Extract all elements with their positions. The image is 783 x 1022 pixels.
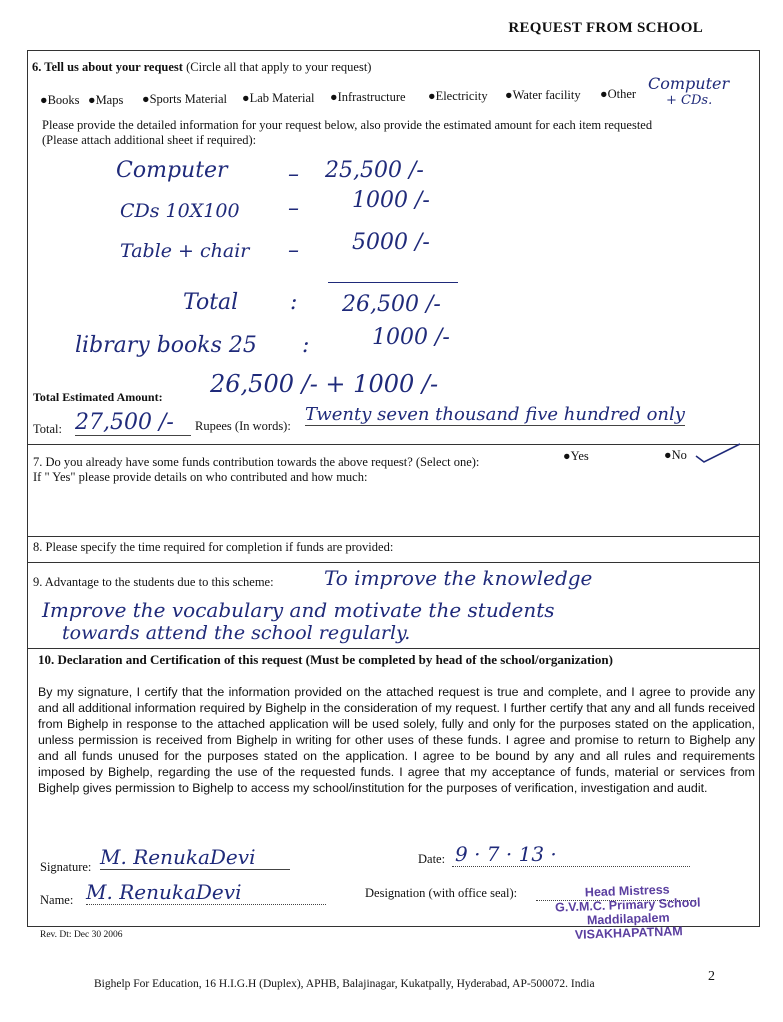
sum-underline — [328, 282, 458, 283]
seal-line2: G.V.M.C. Primary School — [554, 895, 701, 915]
library-amount: 1000 /- — [372, 325, 450, 350]
q9-answer-line1: To improve the knowledge — [324, 566, 593, 590]
item-table-amount: 5000 /- — [352, 230, 430, 255]
item-computer-dash: – — [288, 162, 299, 187]
date-value[interactable]: 9 · 7 · 13 · — [455, 842, 557, 866]
q7-followup: If " Yes" please provide details on who contributed and how much: — [33, 470, 368, 484]
estimated-amount-label: Total Estimated Amount: — [33, 390, 163, 404]
rupees-words-value[interactable]: Twenty seven thousand five hundred only — [305, 404, 685, 425]
q6-option-maps[interactable]: ●Maps — [88, 93, 124, 107]
q6-option-other[interactable]: ●Other — [600, 87, 637, 101]
estimated-amount-value[interactable]: 26,500 /- + 1000 /- — [210, 370, 439, 398]
office-seal-stamp — [527, 881, 729, 944]
library-colon: : — [302, 333, 310, 358]
date-label: Date: — [418, 852, 446, 866]
q6-instructions-line2: (Please attach additional sheet if required): — [42, 133, 257, 147]
seal-line1: Head Mistress — [584, 882, 670, 900]
total-field-value[interactable]: 27,500 /- — [75, 410, 191, 436]
page-number: 2 — [708, 969, 715, 984]
declaration-text: By my signature, I certify that the information provided on the attached request is true and complete, and I agree to provide any and all additional information required by Bighelp in the consideration of my request. I further certify that any and all funds received from Bighelp in response to the attached application will be used solely, fully and only for the purposes stated on the application, unless permission is received from Bighelp in writing for other uses of these funds. I agree and promise to return to Bighelp any and all funds unused for the purposes stated on the application. I agree to be bound by any and all rules and requirements imposed by Bighelp, regarding the use of the requested funds. I agree that my acceptance of funds, material or services from Bighelp gives permission to Bighelp to access my school/institution for the purposes of verification, investigation and audit. — [38, 685, 755, 795]
q6-heading-bold: 6. Tell us about your request — [32, 60, 183, 74]
divider-q6-q7 — [27, 444, 760, 445]
revision-date: Rev. Dt: Dec 30 2006 — [40, 930, 123, 940]
q6-option-sports[interactable]: ●Sports Material — [142, 92, 227, 106]
q6-option-lab[interactable]: ●Lab Material — [242, 91, 315, 105]
item-cds-name: CDs 10X100 — [120, 200, 240, 222]
name-label: Name: — [40, 893, 74, 907]
q6-heading — [32, 60, 371, 75]
q7-option-no[interactable]: ●No — [664, 448, 687, 462]
divider-q9-q10 — [27, 648, 760, 649]
q9-answer-line3: towards attend the school regularly. — [62, 622, 411, 644]
q6-other-value-line1: Computer — [648, 74, 730, 93]
date-line — [452, 866, 690, 867]
q6-instructions-line1: Please provide the detailed information for your request below, also provide the estimated amount for each item requested — [42, 118, 653, 132]
rupees-words-label: Rupees (In words): — [195, 419, 291, 433]
library-label: library books 25 — [75, 333, 257, 358]
signature-value[interactable]: M. RenukaDevi — [100, 845, 290, 870]
item-computer-amount: 25,500 /- — [325, 158, 424, 183]
q9-question: 9. Advantage to the students due to this scheme: — [33, 575, 274, 589]
page-header-title: REQUEST FROM SCHOOL — [508, 20, 703, 36]
item-cds-amount: 1000 /- — [352, 188, 430, 213]
total-amount: 26,500 /- — [342, 292, 441, 317]
q9-answer-line2: Improve the vocabulary and motivate the students — [42, 598, 555, 622]
item-cds-dash: – — [288, 196, 299, 221]
name-value[interactable]: M. RenukaDevi — [86, 880, 326, 905]
q7-question: 7. Do you already have some funds contribution towards the above request? (Select one): — [33, 455, 480, 469]
q7-no-check-mark — [694, 440, 744, 466]
total-colon: : — [290, 290, 298, 315]
q6-option-infrastructure[interactable]: ●Infrastructure — [330, 90, 406, 104]
designation-label: Designation (with office seal): — [365, 886, 518, 900]
seal-line4: VISAKHAPATNAM — [574, 924, 683, 942]
seal-line3: Maddilapalem — [586, 910, 670, 928]
q6-option-water[interactable]: ●Water facility — [505, 88, 581, 102]
divider-q7-q8 — [27, 536, 760, 537]
q7-option-yes[interactable]: ●Yes — [563, 449, 589, 463]
total-field-label: Total: — [33, 422, 62, 436]
total-label: Total — [183, 290, 239, 315]
q6-heading-rest: (Circle all that apply to your request) — [182, 60, 372, 74]
signature-label: Signature: — [40, 860, 92, 874]
q6-other-value-line2: + CDs. — [666, 93, 713, 108]
item-computer-name: Computer — [116, 158, 228, 183]
q10-heading: 10. Declaration and Certification of this request (Must be completed by head of the school/organization) — [38, 652, 613, 667]
q6-option-electricity[interactable]: ●Electricity — [428, 89, 488, 103]
item-table-dash: – — [288, 238, 299, 263]
q8-question: 8. Please specify the time required for completion if funds are provided: — [33, 540, 394, 554]
item-table-name: Table + chair — [120, 240, 250, 262]
divider-q8-q9 — [27, 562, 760, 563]
q6-option-books[interactable]: ●Books — [40, 93, 80, 107]
footer-address: Bighelp For Education, 16 H.I.G.H (Duplex), APHB, Balajinagar, Kukatpally, Hyderabad, AP-500072. India — [94, 978, 595, 990]
